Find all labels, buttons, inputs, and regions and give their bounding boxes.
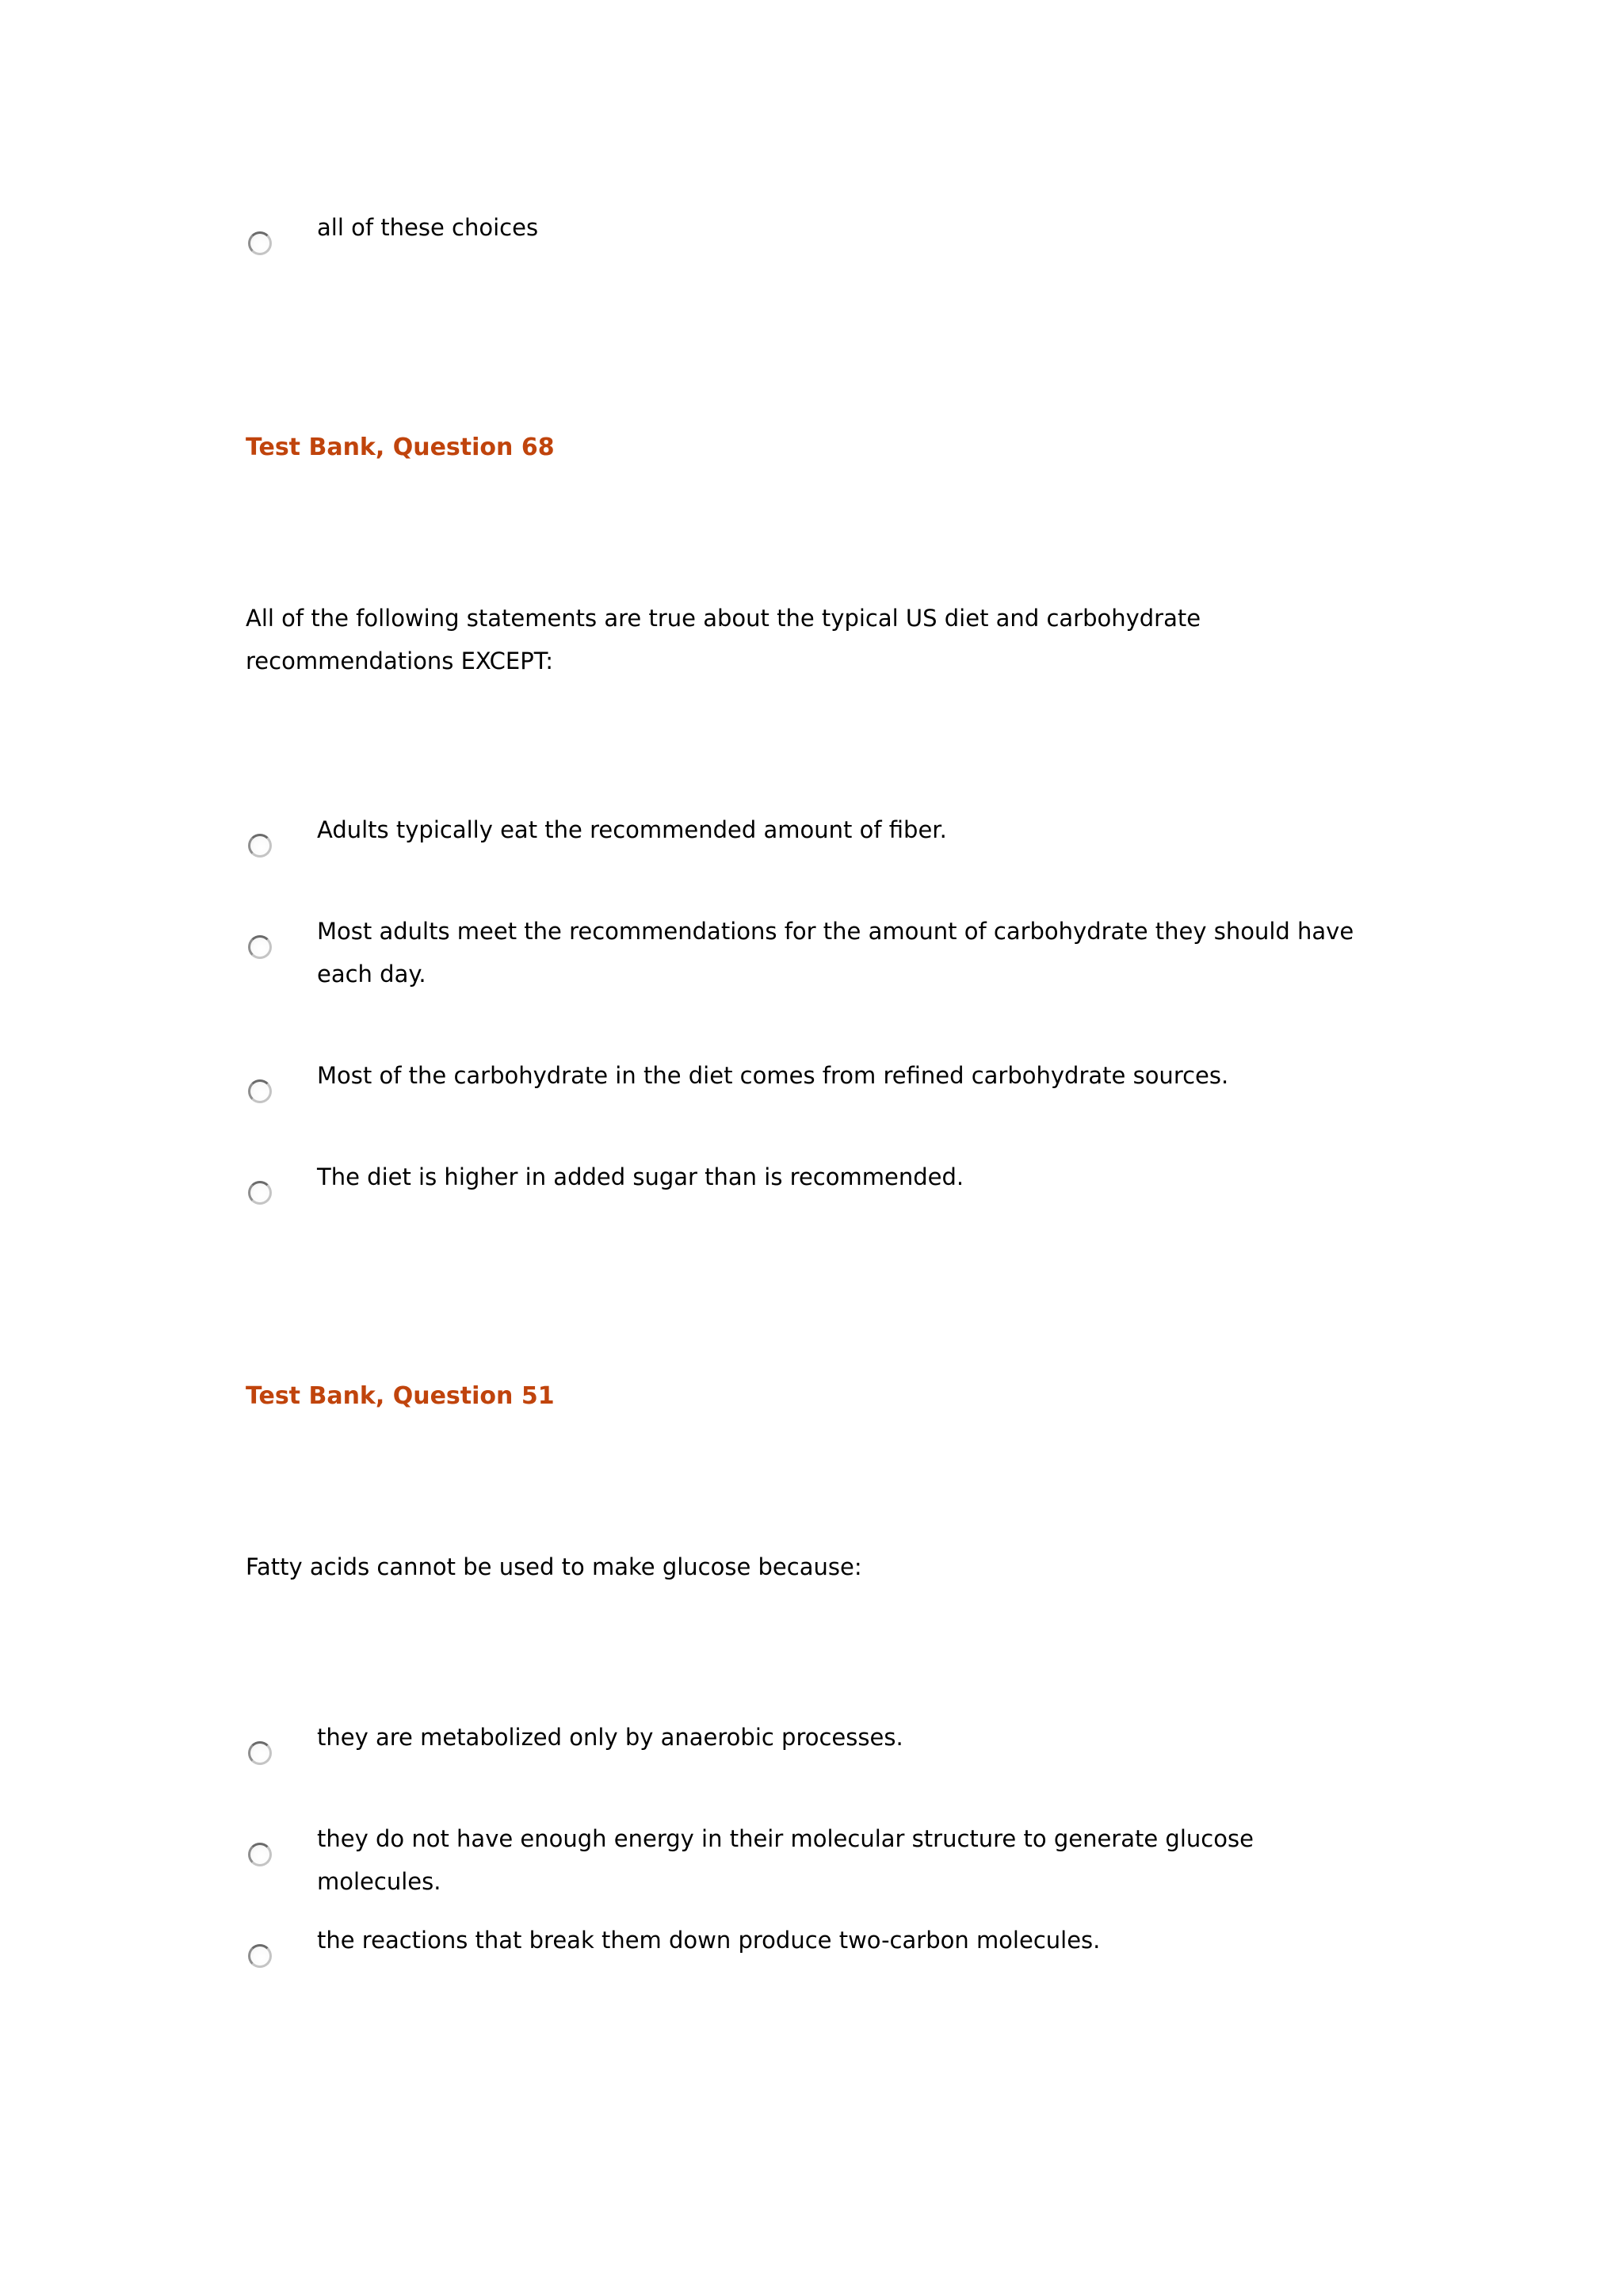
question-heading: Test Bank, Question 51 xyxy=(246,1382,555,1410)
answer-option-label: Most of the carbohydrate in the diet comes from refined carbohydrate sources. xyxy=(317,1062,1229,1089)
answer-option-label: the reactions that break them down produce two-carbon molecules. xyxy=(317,1927,1101,1954)
answer-option[interactable] xyxy=(246,1817,1387,1895)
question-stem: Fatty acids cannot be used to make glucose because: xyxy=(246,1553,862,1580)
radio-button-icon[interactable] xyxy=(248,1079,272,1103)
answer-option-label: Adults typically eat the recommended amount of fiber. xyxy=(317,816,947,843)
answer-option-label: they are metabolized only by anaerobic processes. xyxy=(317,1724,903,1751)
answer-option-label: they do not have enough energy in their molecular structure to generate glucose molecules. xyxy=(317,1825,1254,1895)
answer-option-label: The diet is higher in added sugar than is recommended. xyxy=(317,1163,964,1190)
radio-button-icon[interactable] xyxy=(248,1181,272,1205)
radio-button-icon[interactable] xyxy=(248,834,272,858)
answer-option[interactable] xyxy=(246,206,1387,254)
question-stem: All of the following statements are true about the typical US diet and carbohydrate recommendations EXCEPT: xyxy=(246,605,1201,674)
radio-button-icon[interactable] xyxy=(248,1843,272,1866)
answer-option-label: Most adults meet the recommendations for the amount of carbohydrate they should have each day. xyxy=(317,918,1354,988)
answer-option[interactable] xyxy=(246,808,1387,856)
radio-button-icon[interactable] xyxy=(248,935,272,959)
radio-button-icon[interactable] xyxy=(248,231,272,255)
answer-option[interactable] xyxy=(246,1716,1387,1763)
answer-option[interactable] xyxy=(246,910,1387,997)
answer-option[interactable] xyxy=(246,1156,1387,1203)
answer-option-label: all of these choices xyxy=(317,214,539,241)
answer-option[interactable] xyxy=(246,1919,1387,1966)
radio-button-icon[interactable] xyxy=(248,1944,272,1968)
radio-button-icon[interactable] xyxy=(248,1741,272,1765)
answer-option[interactable] xyxy=(246,1054,1387,1102)
question-heading: Test Bank, Question 68 xyxy=(246,434,555,461)
